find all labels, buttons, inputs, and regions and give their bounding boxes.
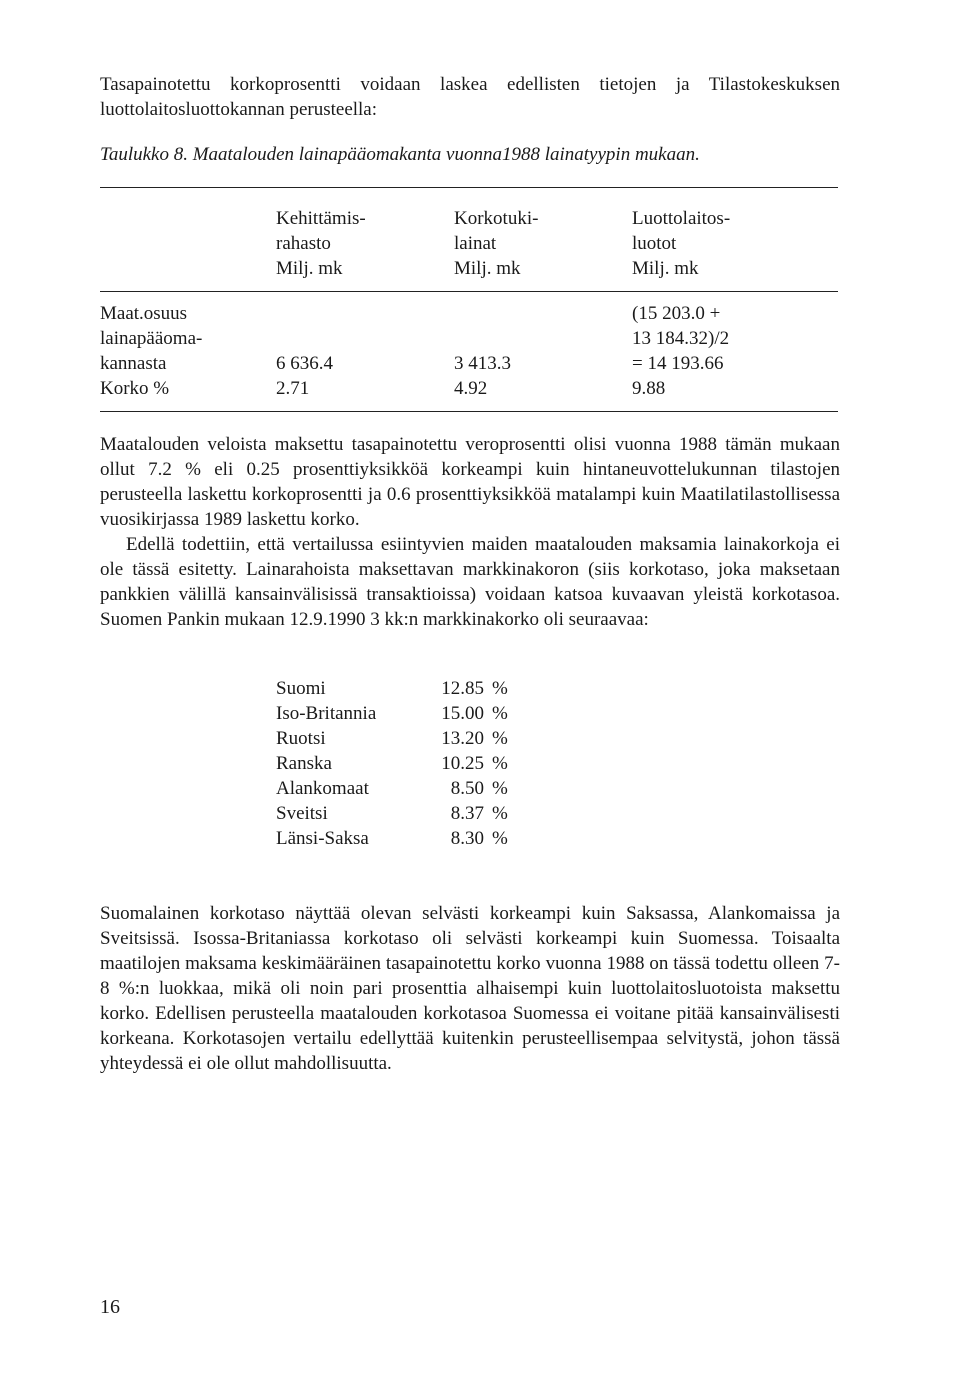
rate-country: Iso-Britannia: [276, 703, 377, 724]
rate-country: Ruotsi: [276, 728, 326, 749]
rate-country: Ranska: [276, 753, 332, 774]
header-kehittamisrahasto: Kehittämis- rahasto Milj. mk: [276, 188, 454, 292]
rate-value: 10.25: [441, 753, 484, 774]
rate-country: Suomi: [276, 678, 326, 699]
rate-value: 8.30: [450, 828, 484, 849]
rate-row: [276, 776, 508, 801]
rate-row: [276, 676, 508, 701]
header-luottolaitosluotot: Luottolaitos- luotot Milj. mk: [632, 188, 838, 292]
rate-unit: %: [492, 728, 508, 749]
cell-kehittamisrahasto-osuus: 6 636.4: [276, 353, 333, 374]
rate-unit: %: [492, 803, 508, 824]
table-row-korko: [100, 376, 838, 412]
table-row-osuus: [100, 292, 838, 377]
header-korkotukilainat: Korkotuki- lainat Milj. mk: [454, 188, 632, 292]
market-rate-table: [276, 676, 508, 851]
rate-row: [276, 701, 508, 726]
rate-country: Sveitsi: [276, 803, 328, 824]
rate-row: [276, 751, 508, 776]
rate-country: Alankomaat: [276, 778, 369, 799]
header-empty-cell: [100, 188, 276, 292]
rate-value: 8.37: [450, 803, 484, 824]
cell-korkotukilainat-korko: 4.92: [454, 378, 488, 399]
rate-unit: %: [492, 778, 508, 799]
cell-korkotukilainat-osuus: 3 413.3: [454, 353, 511, 374]
paragraph-1: Maatalouden veloista maksettu tasapainotettu veroprosentti olisi vuonna 1988 tämän mukaan ollut 7.2 % eli 0.25 prosenttiyksikköä korkeampi kuin hintaneuvottelukunnan tilastojen perusteella laskettu korkoprosentti ja 0.6 prosenttiyksikköä matalampi kuin Maatilatilastollisessa vuosikirjassa 1989 laskettu korko.: [100, 434, 840, 530]
rate-row: [276, 801, 508, 826]
row-label-osuus: Maat.osuus lainapääoma- kannasta: [100, 303, 203, 374]
rate-unit: %: [492, 828, 508, 849]
rate-unit: %: [492, 703, 508, 724]
rate-value: 8.50: [450, 778, 484, 799]
rate-row: [276, 826, 508, 851]
table-header-row: [100, 188, 838, 292]
rate-unit: %: [492, 678, 508, 699]
cell-luottolaitosluotot-korko: 9.88: [632, 378, 666, 399]
rate-value: 13.20: [441, 728, 484, 749]
row-label-korko: Korko %: [100, 378, 170, 399]
paragraph-3: Suomalainen korkotaso näyttää olevan selvästi korkeampi kuin Saksassa, Alankomaissa ja Sveitsissä. Isossa-Britaniassa korkotaso oli selvästi korkeampi kuin Suomessa. Toisaalta maatilojen maksama keskimääräinen tasapainotettu korko vuonna 1988 on tässä todettu olleen 7-8 %:n luokkaa, mikä oli noin pari prosenttia alhaisempi kuin luottolaitosluotoista maksettu korko. Edellisen perusteella maatalouden korkotasoa Suomessa ei voitane pitää kansainvälisesti korkeana. Korkotasojen vertailu edellyttää kuitenkin perusteellisempaa selvitystä, johon tässä yhteydessä ei ole ollut mahdollisuutta.: [100, 903, 840, 1074]
page-number: 16: [100, 1296, 120, 1318]
rate-row: [276, 726, 508, 751]
rate-value: 12.85: [441, 678, 484, 699]
page-content: [100, 72, 840, 1076]
intro-paragraph: Tasapainotettu korkoprosentti voidaan laskea edellisten tietojen ja Tilastokeskuksen luottolaitosluottokannan perusteella:: [100, 74, 840, 120]
cell-kehittamisrahasto-korko: 2.71: [276, 378, 310, 399]
rate-value: 15.00: [441, 703, 484, 724]
rate-country: Länsi-Saksa: [276, 828, 369, 849]
loan-stock-table: [100, 187, 838, 412]
paragraph-2: Edellä todettiin, että vertailussa esiintyvien maiden maatalouden maksamia lainakorkoja ei ole tässä esitetty. Lainarahoista maksettavan markkinakoron (siis korkotaso, joka maksetaan pankkien välillä kansainvälisissä transaktioissa) voidaan katsoa kuvaavan yleistä korkotasoa. Suomen Pankin mukaan 12.9.1990 3 kk:n markkinakorko oli seuraavaa:: [100, 534, 840, 630]
cell-luottolaitosluotot-osuus: (15 203.0 + 13 184.32)/2 = 14 193.66: [632, 303, 730, 374]
rate-unit: %: [492, 753, 508, 774]
table-caption: Taulukko 8. Maatalouden lainapääomakanta vuonna1988 lainatyypin mukaan.: [100, 144, 700, 165]
